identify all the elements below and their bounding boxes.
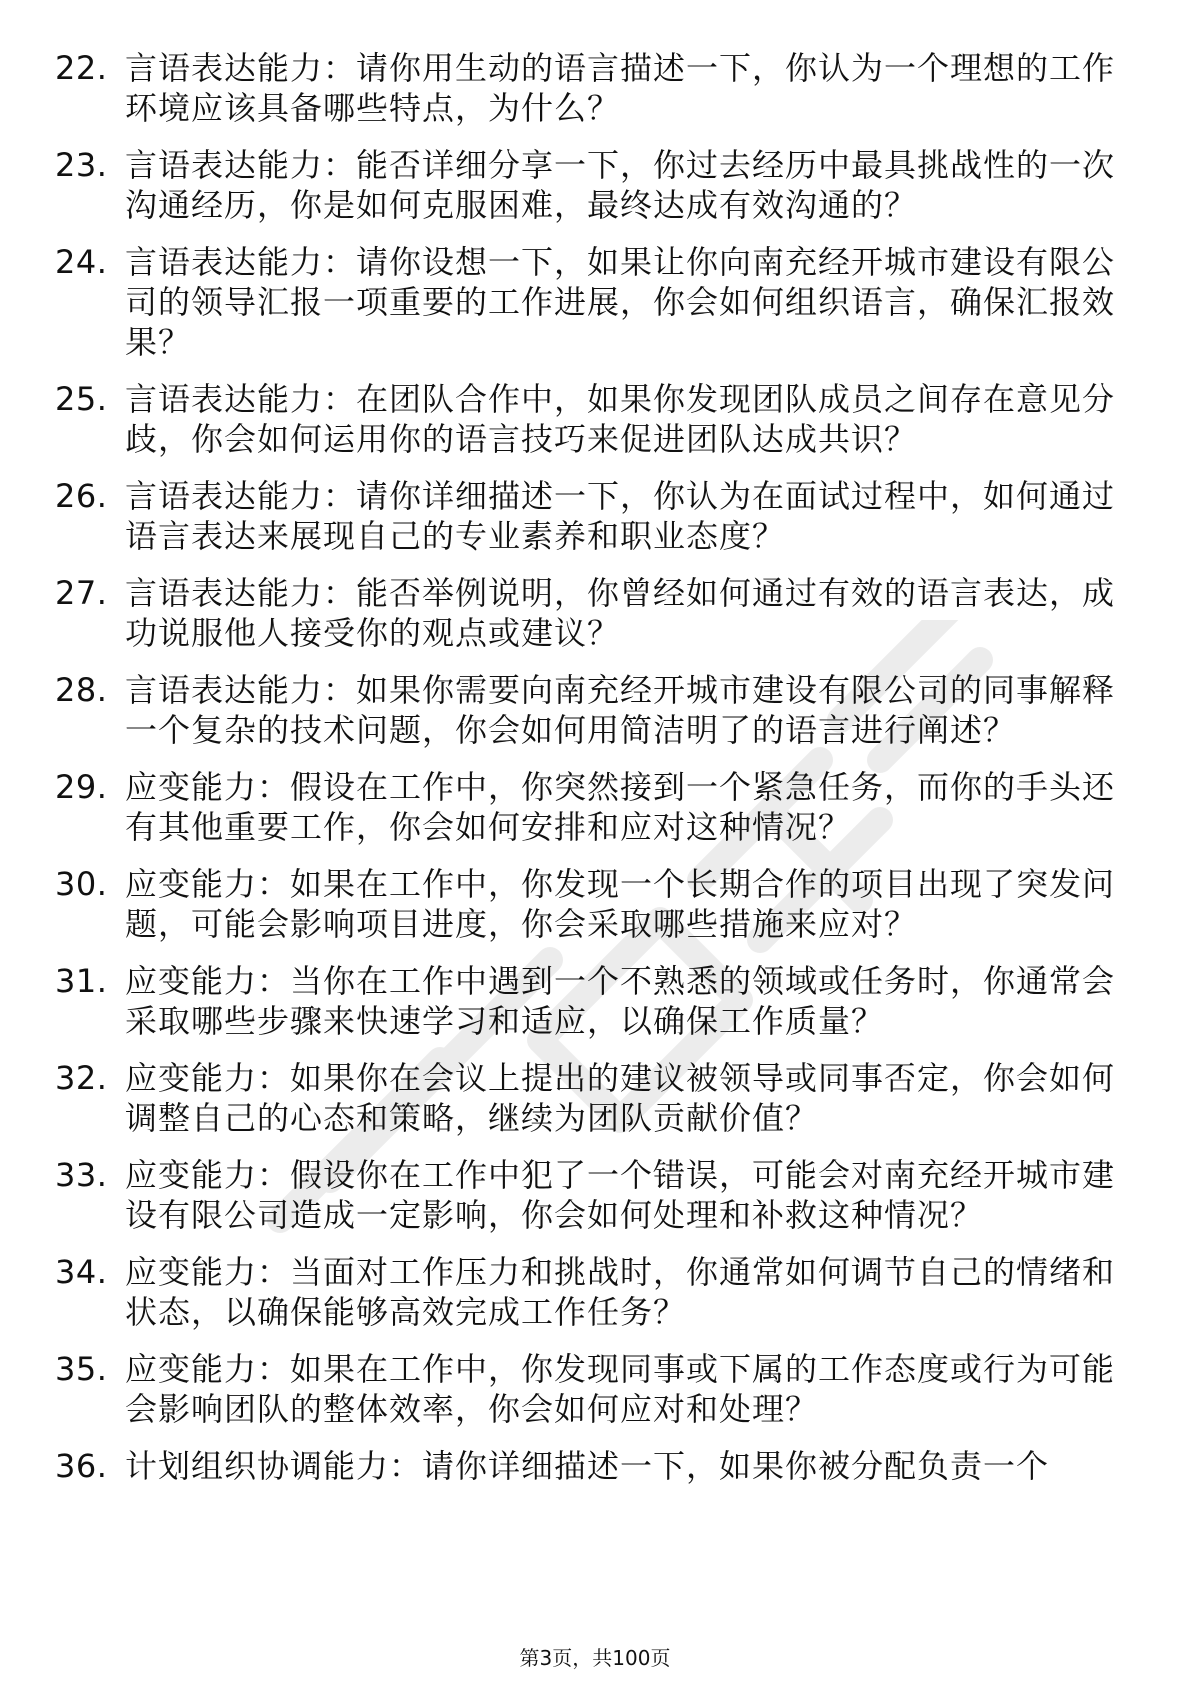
question-text: 请你用生动的语言描述一下，你认为一个理想的工作环境应该具备哪些特点，为什么？ (125, 49, 1116, 127)
question-number: 33. (55, 1156, 108, 1194)
question-number: 24. (55, 243, 108, 281)
question-item (55, 48, 1135, 128)
question-category: 应变能力： (125, 962, 291, 1000)
question-category: 应变能力： (125, 865, 291, 903)
question-item (55, 379, 1135, 459)
question-category: 言语表达能力： (125, 146, 357, 184)
question-body (125, 573, 1125, 653)
question-number: 32. (55, 1059, 108, 1097)
question-category: 应变能力： (125, 768, 291, 806)
question-number: 34. (55, 1253, 108, 1291)
question-number: 23. (55, 146, 108, 184)
question-body (125, 1155, 1125, 1235)
question-text: 如果在工作中，你发现同事或下属的工作态度或行为可能会影响团队的整体效率，你会如何应对和处理？ (125, 1350, 1116, 1428)
question-category: 应变能力： (125, 1156, 291, 1194)
question-text: 请你设想一下，如果让你向南充经开城市建设有限公司的领导汇报一项重要的工作进展，你会如何组织语言，确保汇报效果？ (125, 243, 1116, 361)
question-item (55, 476, 1135, 556)
question-item (55, 1058, 1135, 1138)
question-category: 言语表达能力： (125, 671, 357, 709)
question-item (55, 767, 1135, 847)
question-text: 当你在工作中遇到一个不熟悉的领域或任务时，你通常会采取哪些步骤来快速学习和适应，以确保工作质量？ (125, 962, 1116, 1040)
question-text: 在团队合作中，如果你发现团队成员之间存在意见分歧，你会如何运用你的语言技巧来促进团队达成共识？ (125, 380, 1116, 458)
question-number: 25. (55, 380, 108, 418)
question-body (125, 145, 1125, 225)
question-category: 应变能力： (125, 1059, 291, 1097)
question-body (125, 864, 1125, 944)
question-category: 言语表达能力： (125, 380, 357, 418)
question-body (125, 1252, 1125, 1332)
question-item (55, 864, 1135, 944)
question-item (55, 1155, 1135, 1235)
question-number: 28. (55, 671, 108, 709)
question-body (125, 379, 1125, 459)
question-number: 22. (55, 49, 108, 87)
question-body (125, 48, 1125, 128)
question-number: 35. (55, 1350, 108, 1388)
question-item (55, 1446, 1135, 1486)
question-text: 当面对工作压力和挑战时，你通常如何调节自己的情绪和状态，以确保能够高效完成工作任务？ (125, 1253, 1116, 1331)
question-category: 言语表达能力： (125, 477, 357, 515)
question-text: 如果你需要向南充经开城市建设有限公司的同事解释一个复杂的技术问题，你会如何用简洁明了的语言进行阐述？ (125, 671, 1116, 749)
question-number: 29. (55, 768, 108, 806)
question-category: 言语表达能力： (125, 574, 357, 612)
question-item (55, 1349, 1135, 1429)
question-text: 请你详细描述一下，如果你被分配负责一个 (422, 1447, 1050, 1485)
question-number: 27. (55, 574, 108, 612)
question-body (125, 476, 1125, 556)
question-category: 计划组织协调能力： (125, 1447, 423, 1485)
page-footer (0, 1646, 1190, 1670)
question-text: 假设你在工作中犯了一个错误，可能会对南充经开城市建设有限公司造成一定影响，你会如何处理和补救这种情况？ (125, 1156, 1116, 1234)
page-number-label: 第3页，共100页 (519, 1646, 671, 1670)
question-number: 36. (55, 1447, 108, 1485)
question-category: 应变能力： (125, 1350, 291, 1388)
question-text: 如果你在会议上提出的建议被领导或同事否定，你会如何调整自己的心态和策略，继续为团队贡献价值？ (125, 1059, 1116, 1137)
question-category: 言语表达能力： (125, 49, 357, 87)
question-body (125, 670, 1125, 750)
question-body (125, 961, 1125, 1041)
question-text: 假设在工作中，你突然接到一个紧急任务，而你的手头还有其他重要工作，你会如何安排和应对这种情况？ (125, 768, 1116, 846)
question-category: 言语表达能力： (125, 243, 357, 281)
question-body (125, 1349, 1125, 1429)
question-item (55, 573, 1135, 653)
question-item (55, 670, 1135, 750)
question-body (125, 242, 1125, 362)
question-number: 30. (55, 865, 108, 903)
question-body (125, 767, 1125, 847)
question-text: 能否详细分享一下，你过去经历中最具挑战性的一次沟通经历，你是如何克服困难，最终达成有效沟通的？ (125, 146, 1116, 224)
question-body (125, 1446, 1125, 1486)
question-list (55, 48, 1135, 1503)
question-body (125, 1058, 1125, 1138)
question-item (55, 961, 1135, 1041)
question-item (55, 145, 1135, 225)
question-text: 请你详细描述一下，你认为在面试过程中，如何通过语言表达来展现自己的专业素养和职业态度？ (125, 477, 1116, 555)
question-item (55, 1252, 1135, 1332)
question-item (55, 242, 1135, 362)
question-number: 26. (55, 477, 108, 515)
question-text: 如果在工作中，你发现一个长期合作的项目出现了突发问题，可能会影响项目进度，你会采取哪些措施来应对？ (125, 865, 1116, 943)
question-text: 能否举例说明，你曾经如何通过有效的语言表达，成功说服他人接受你的观点或建议？ (125, 574, 1116, 652)
question-category: 应变能力： (125, 1253, 291, 1291)
question-number: 31. (55, 962, 108, 1000)
